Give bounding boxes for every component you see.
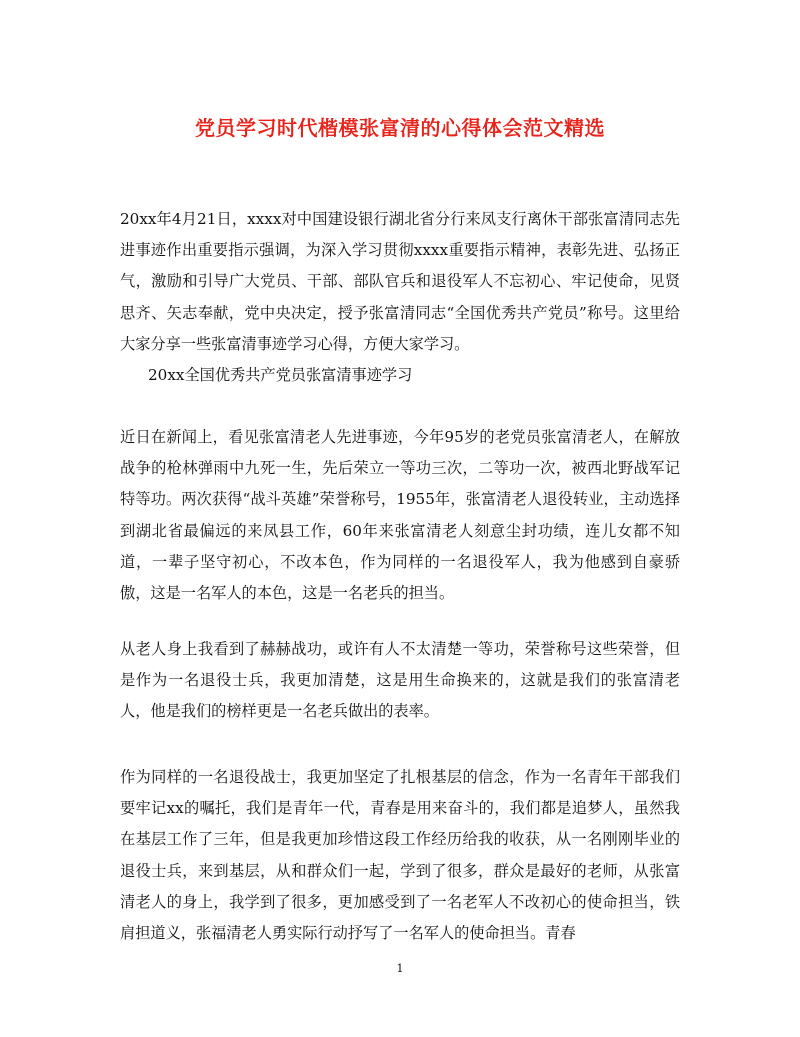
document-title: 党员学习时代楷模张富清的心得体会范文精选: [195, 116, 605, 140]
section-subheading: 20xx全国优秀共产党员张富清事迹学习: [148, 366, 413, 384]
body-paragraph-1: 近日在新闻上，看见张富清老人先进事迹，今年95岁的老党员张富清老人，在解放战争的枪林弹雨中九死一生，先后荣立一等功三次，二等功一次，被西北野战军记特等功。两次获得“战斗英雄”荣誉称号，1955年，张富清老人退役转业，主动选择到湖北省最偏远的来凤县工作，60年来张富清老人刻意尘封功绩，连儿女都不知道，一辈子坚守初心，不改本色，作为同样的一名退役军人，我为他感到自豪骄傲，这是一名军人的本色，这是一名老兵的担当。: [120, 428, 680, 603]
page-number: 1: [396, 962, 404, 975]
body-paragraph-2: 从老人身上我看到了赫赫战功，或许有人不太清楚一等功，荣誉称号这些荣誉，但是作为一名退役士兵，我更加清楚，这是用生命换来的，这就是我们的张富清老人，他是我们的榜样更是一名老兵做出的表率。: [120, 640, 680, 721]
body-paragraph-3: 作为同样的一名退役战士，我更加坚定了扎根基层的信念，作为一名青年干部我们要牢记xx的嘱托，我们是青年一代，青春是用来奋斗的，我们都是追梦人，虽然我在基层工作了三年，但是我更加珍惜这段工作经历给我的收获，从一名刚刚毕业的退役士兵，来到基层，从和群众们一起，学到了很多，群众是最好的老师，从张富清老人的身上，我学到了很多，更加感受到了一名老军人不改初心的使命担当，铁肩担道义，张福清老人勇实际行动抒写了一名军人的使命担当。青春: [120, 768, 680, 943]
intro-paragraph: 20xx年4月21日，xxxx对中国建设银行湖北省分行来凤支行离休干部张富清同志先进事迹作出重要指示强调，为深入学习贯彻xxxx重要指示精神，表彰先进、弘扬正气，激励和引导广大党员、干部、部队官兵和退役军人不忘初心、牢记使命，见贤思齐、矢志奉献，党中央决定，授予张富清同志“全国优秀共产党员”称号。这里给大家分享一些张富清事迹学习心得，方便大家学习。: [120, 210, 680, 353]
